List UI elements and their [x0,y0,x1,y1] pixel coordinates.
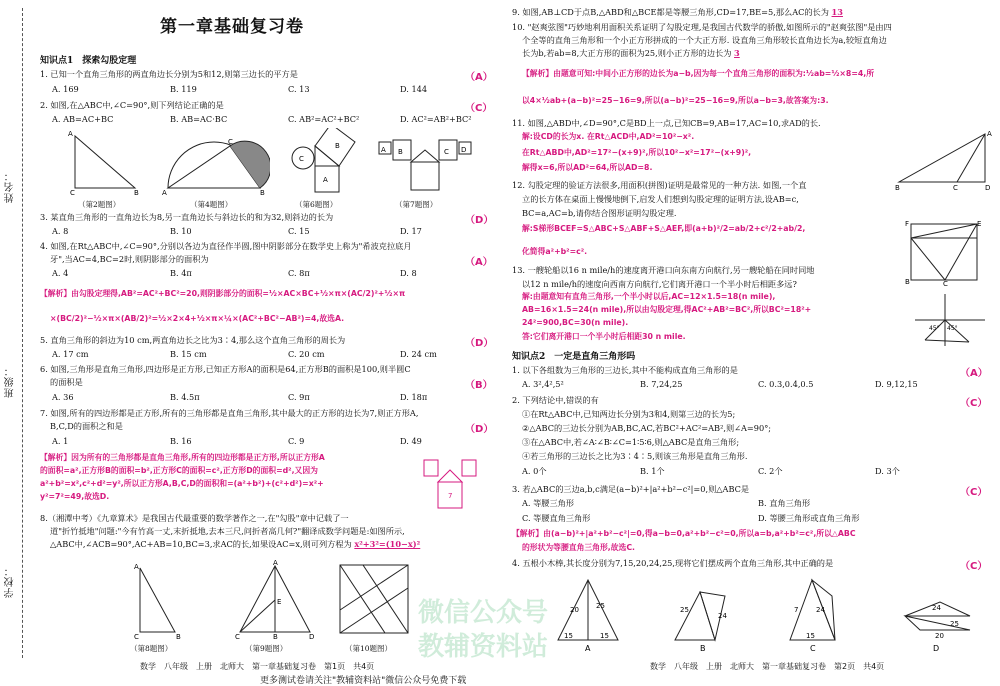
solution-11-line3: 解得x=6,所以AD²=64,所以AD=8. [522,163,653,172]
figure-q10 [335,560,415,640]
svg-text:D: D [933,644,940,653]
watermark-line1: 微信公众号 [418,598,549,628]
caption: （第8题图） [130,644,173,653]
svg-text:B: B [335,142,340,150]
svg-text:A: A [381,146,386,154]
question-12-line3: BC=a,AC=b,请你结合图形证明勾股定理. [522,208,677,218]
solution-10-line2: 以4×½ab+(a−b)²=25−16=9,所以(a−b)²=25−16=9,所以a−b=3,故答案为:3. [522,96,829,105]
svg-text:24: 24 [718,612,727,620]
option: D. 等腰三角形或直角三角形 [758,513,860,523]
figure-q8 [120,560,190,640]
right-page [500,0,1000,683]
question-13-line2: 以12 n mile/h的速度向西南方向航行,它们离开港口一个半小时后相距多远? [522,279,797,289]
svg-text:45°: 45° [947,325,958,332]
svg-text:A: A [273,560,278,567]
option: A. AB=AC+BC [52,114,114,124]
answer-10: 3 [734,48,740,58]
solution-4-line1: 【解析】由勾股定理得,AB²=AC²+BC²=20,则阴影部分的面积=½×AC×BC+½×π×(AC/2)²+½×π [40,289,406,298]
svg-text:7: 7 [794,606,799,614]
figure-q17-options [540,572,1000,654]
option: D. 3个 [875,466,900,476]
section-1-heading: 知识点1 探索勾股定理 [40,56,137,66]
option: B. 10 [170,226,192,236]
option: A. 36 [52,392,74,402]
solution-12-line2: 化简得a²+b²=c². [522,247,588,256]
option: A. 3²,4²,5² [522,379,564,389]
answer-4: （A） [465,257,493,268]
option: A. 4 [52,268,69,278]
svg-text:A: A [987,130,992,138]
watermark-line2: 教辅资料站 [418,632,549,662]
option: A. 等腰三角形 [522,498,575,508]
option: A. 169 [52,84,79,94]
svg-text:D: D [461,146,467,154]
svg-text:D: D [309,633,315,640]
statement: ②△ABC的三边长分别为AB,BC,AC,若BC²+AC²=AB²,则∠A=90°; [522,423,772,433]
answer-2: （C） [465,103,493,114]
svg-text:25: 25 [596,602,605,610]
svg-text:B: B [273,633,278,640]
figure-q6 [285,128,365,196]
answer-8: x²+3²=(10−x)² [354,539,421,549]
option: D. 18π [400,392,428,402]
svg-text:C: C [134,633,139,640]
option: D. 49 [400,436,422,446]
svg-text:C: C [228,138,233,146]
option: B. 直角三角形 [758,498,811,508]
option: C. 9 [288,436,305,446]
solution-10-line1: 【解析】由题意可知:中间小正方形的边长为a−b,因为每一个直角三角形的面积为:½ab=½×8=4,所 [522,69,875,78]
svg-text:A: A [585,644,591,653]
question-6-cont: 的面积是 [50,377,83,387]
svg-text:E: E [977,220,982,228]
solution-7-line2: 的面积=a²,正方形B的面积=b²,正方形C的面积=c²,正方形D的面积=d²,又因为 [40,466,318,475]
answer-5: （D） [465,338,494,349]
question-6: 6. 如图,三角形是直角三角形,四边形是正方形,已知正方形A的面积是64,正方形B的面积是100,则半圆C [40,364,411,374]
svg-text:A: A [68,130,73,138]
option: C. 8π [288,268,310,278]
question-s2-4: 4. 五根小木棒,其长度分别为7,15,20,24,25,现将它们摆成两个直角三角形,其中正确的是 [512,558,834,568]
option: D. AC²=AB²+BC² [400,114,472,124]
svg-text:25: 25 [950,620,959,628]
option: C. 9π [288,392,310,402]
cut-line [22,8,23,658]
answer-9: 13 [831,7,843,17]
caption: （第6题图） [295,200,338,209]
answer-s2-4: （C） [960,561,988,572]
caption: （第2题图） [78,200,121,209]
option: B. 4π [170,268,192,278]
solution-13-line4: 答:它们离开港口一个半小时后相距30 n mile. [522,332,686,341]
left-page [0,0,500,683]
figure-q13 [905,290,995,350]
question-s2-2: 2. 下列结论中,错误的有 [512,395,599,405]
solution-13-line2: AB=16×1.5=24(n mile),所以由勾股定理,得AC²+AB²=BC²,所以BC²=18²+ [522,305,812,314]
footer-right: 数学 八年级 上册 北师大 第一章基础复习卷 第2页 共4页 [650,662,885,671]
binding-margin [0,0,30,683]
svg-text:C: C [810,644,816,653]
caption: （第7题图） [395,200,438,209]
question-12-line2: 立的长方体在桌面上慢慢地倒下,启发人们想到勾股定理的证明方法,设AB=c, [522,194,799,204]
option: B. 119 [170,84,197,94]
option: A. 17 cm [52,349,89,359]
svg-text:15: 15 [806,632,815,640]
option: D. 8 [400,268,417,278]
answer-6: （B） [465,380,493,391]
solution-12-line1: 解:S梯形BCEF=S△ABC+S△ABF+S△AEF,即(a+b)²/2=ab/2+c²/2+ab/2, [522,224,806,233]
svg-text:C: C [235,633,240,640]
statement: ④若三角形的三边长之比为3∶4∶5,则该三角形是直角三角形. [522,451,748,461]
option: B. AB=AC·BC [170,114,228,124]
svg-text:24: 24 [816,606,825,614]
question-5: 5. 直角三角形的斜边为10 cm,两直角边长之比为3∶4,那么这个直角三角形的周长为 [40,335,346,345]
school-field[interactable]: 学校： [5,565,16,598]
solution-7-line1: 【解析】因为所有的三角形都是直角三角形,所有的四边形都是正方形,所以正方形A [40,453,325,462]
svg-text:C: C [70,189,75,196]
svg-text:E: E [277,598,282,606]
figure-q9 [235,560,325,640]
figure-q12 [905,218,985,286]
question-11: 11. 如图,△ABD中,∠D=90°,C是BD上一点,已知CB=9,AB=17,AC=10,求AD的长. [512,118,821,128]
section-2-heading: 知识点2 一定是直角三角形吗 [512,352,636,362]
answer-s2-3: （C） [960,487,988,498]
figure-q11 [895,128,995,190]
svg-text:D: D [985,184,991,190]
svg-text:45°: 45° [929,325,940,332]
svg-text:F: F [905,220,910,228]
svg-text:A: A [162,189,167,196]
name-field[interactable]: 姓名： [5,170,16,203]
question-8-line3: △ABC中,∠ACB=90°,AC+AB=10,BC=3,求AC的长,如果设AC=x,则可列方程为 x²+3²=(10−x)² [50,539,421,549]
figure-q7 [375,128,475,196]
question-1: 1. 已知一个直角三角形的两直角边长分别为5和12,则第三边长的平方是 [40,69,298,79]
option: B. 15 cm [170,349,207,359]
svg-text:C: C [943,280,948,286]
svg-text:24: 24 [932,604,941,612]
question-4-cont: 牙",当AC=4,BC=2时,则阴影部分的面积为 [50,254,209,264]
svg-text:15: 15 [564,632,573,640]
svg-text:B: B [398,148,403,156]
solution-7-line4: y²=7²=49,故选D. [40,492,110,501]
question-13-line1: 13. 一艘轮船以16 n mile/h的速度离开港口向东南方向航行,另一艘轮船在同时同地 [512,265,815,275]
statement: ③在△ABC中,若∠A∶∠B∶∠C=1∶5∶6,则△ABC是直角三角形; [522,437,740,447]
question-8-line2: 道"折竹抵地"问题:"今有竹高一丈,末折抵地,去本三尺,问折者高几何?"翻译成数学问题是:如图所示, [50,526,405,536]
solution-11-line2: 在Rt△ABD中,AD²=17²−(x+9)²,所以10²−x²=17²−(x+9)², [522,148,752,157]
figure-q7-solution [412,452,492,512]
svg-text:B: B [260,189,265,196]
caption: （第9题图） [245,644,288,653]
caption: （第4题图） [190,200,233,209]
option: B. 16 [170,436,192,446]
question-9: 9. 如图,AB⊥CD于点B,△ABD和△BCE都是等腰三角形,CD=17,BE=5,那么AC的长为 13 [512,7,843,17]
figure-q2 [60,128,150,196]
solution-11-line1: 解:设CD的长为x. 在Rt△ACD中,AD²=10²−x². [522,132,695,141]
figure-q4 [160,128,270,196]
option: C. 13 [288,84,310,94]
question-7: 7. 如图,所有的四边形都是正方形,所有的三角形都是直角三角形,其中最大的正方形的边长为7,则正方形A, [40,408,419,418]
question-s2-3: 3. 若△ABC的三边a,b,c满足(a−b)²+|a²+b²−c²|=0,则△ABC是 [512,484,750,494]
svg-text:C: C [444,148,449,156]
answer-7: （D） [465,424,494,435]
svg-text:20: 20 [570,606,579,614]
option: C. 2个 [758,466,783,476]
answer-s2-2: （C） [960,398,988,409]
option: D. 24 cm [400,349,437,359]
svg-text:20: 20 [935,632,944,640]
answer-3: （D） [465,215,494,226]
bottom-banner: 更多测试卷请关注"教辅资料站"微信公众号免费下载 [260,676,467,686]
option: C. 20 cm [288,349,325,359]
solution-13-line3: 24²=900,BC=30(n mile). [522,318,629,327]
option: C. AB²=AC²+BC² [288,114,360,124]
svg-text:B: B [895,184,900,190]
page-title: 第一章基础复习卷 [160,17,304,37]
statement: ①在Rt△ABC中,已知两边长分别为3和4,则第三边的长为5; [522,409,736,419]
solution-s2-3-line1: 【解析】由(a−b)²+|a²+b²−c²|=0,得a−b=0,a²+b²−c²=0,所以a=b,a²+b²=c²,所以△ABC [512,529,856,538]
option: C. 15 [288,226,310,236]
option: D. 144 [400,84,428,94]
svg-text:A: A [134,563,139,571]
svg-text:B: B [905,278,910,286]
option: A. 0个 [522,466,547,476]
answer-1: （A） [465,72,493,83]
option: B. 4.5π [170,392,200,402]
solution-7-line3: a²+b²=x²,c²+d²=y²,所以正方形A,B,C,D的面积和=(a²+b²)+(c²+d²)=x²+ [40,479,324,488]
option: B. 1个 [640,466,665,476]
solution-s2-3-line2: 的形状为等腰直角三角形,故选C. [522,543,636,552]
answer-s2-1: （A） [960,368,988,379]
svg-text:B: B [176,633,181,640]
question-4: 4. 如图,在Rt△ABC中,∠C=90°,分别以各边为直径作半圆,图中阴影部分在数学史上称为"希波克拉底月 [40,241,412,251]
class-field[interactable]: 班级： [5,365,16,398]
option: D. 17 [400,226,422,236]
option: A. 1 [52,436,69,446]
option: C. 0.3,0.4,0.5 [758,379,814,389]
question-10-line2: 个全等的直角三角形和一个小正方形拼成的一个大正方形. 设直角三角形较长直角边长为a,较短直角边 [522,35,887,45]
question-10-line3: 长为b,若ab=8,大正方形的面积为25,则小正方形的边长为 3 [522,48,740,58]
solution-4-line2: ×(BC/2)²−½×π×(AB/2)²=½×2×4+½×π×¼×(AC²+BC²−AB²)=4,故选A. [50,314,345,323]
footer-left: 数学 八年级 上册 北师大 第一章基础复习卷 第1页 共4页 [140,662,375,671]
option: D. 9,12,15 [875,379,918,389]
svg-text:15: 15 [600,632,609,640]
question-3: 3. 某直角三角形的一直角边长为8,另一直角边长与斜边长的和为32,则斜边的长为 [40,212,334,222]
svg-text:C: C [953,184,958,190]
solution-13-line1: 解:由题意知有直角三角形,一个半小时以后,AC=12×1.5=18(n mile), [522,292,776,301]
question-8-line1: 8.（湘潭中考）《九章算术》是我国古代最重要的数学著作之一,在"勾股"章中记载了一 [40,513,349,523]
option: A. 8 [52,226,69,236]
option: C. 等腰直角三角形 [522,513,591,523]
svg-text:B: B [134,189,139,196]
svg-text:B: B [700,644,706,653]
svg-text:7: 7 [448,492,453,500]
question-2: 2. 如图,在△ABC中,∠C=90°,则下列结论正确的是 [40,100,224,110]
question-10-line1: 10. "赵爽弦图"巧妙地利用面积关系证明了勾股定理,是我国古代数学的骄傲,如图所示的"赵爽弦图"是由四 [512,22,892,32]
option: B. 7,24,25 [640,379,683,389]
question-7-cont: B,C,D的面积之和是 [50,421,123,431]
question-s2-1: 1. 以下各组数为三角形的三边长,其中不能构成直角三角形的是 [512,365,738,375]
svg-text:C: C [299,155,304,163]
svg-text:A: A [323,176,328,184]
question-12-line1: 12. 勾股定理的验证方法很多,用面积(拼图)证明是最常见的一种方法. 如图,一个直 [512,180,807,190]
svg-text:25: 25 [680,606,689,614]
caption: （第10题图） [345,644,393,653]
